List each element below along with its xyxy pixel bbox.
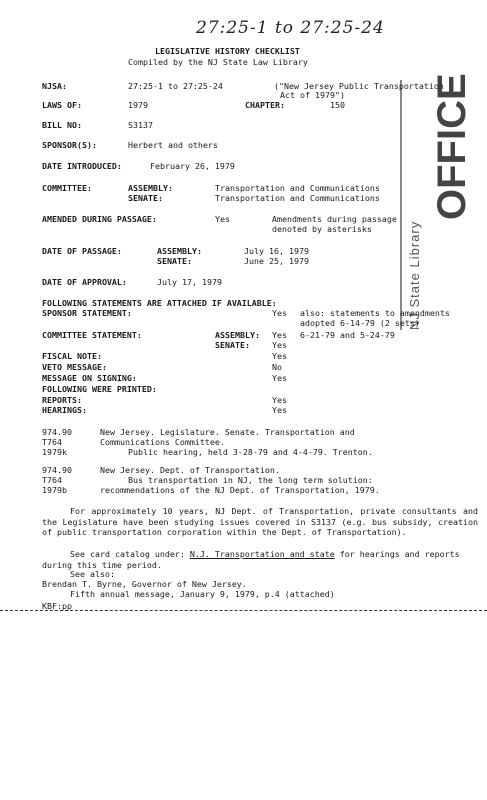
page-title: LEGISLATIVE HISTORY CHECKLIST — [155, 46, 300, 56]
page-subtitle: Compiled by the NJ State Law Library — [128, 57, 308, 67]
signing-message-value: Yes — [272, 373, 287, 383]
printed-heading: FOLLOWING WERE PRINTED: — [42, 384, 157, 394]
hearings-label: HEARINGS: — [42, 405, 87, 415]
amended-value: Yes — [215, 214, 230, 224]
committee-statement-senate-label: SENATE: — [215, 340, 250, 350]
committee-statement-label: COMMITTEE STATEMENT: — [42, 330, 142, 340]
citation-1-line-3: Public hearing, held 3-28-79 and 4-4-79. Trenton. — [128, 447, 373, 457]
initials: KBF:pp — [42, 601, 72, 611]
sponsor-statement-note-3: 6-21-79 and 5-24-79 — [300, 330, 395, 340]
citation-2-call-1: 974.90 — [42, 465, 72, 475]
act-name-line-2: Act of 1979") — [280, 90, 345, 100]
stamp-large-letters: OFFICE — [430, 73, 474, 220]
veto-message-value: No — [272, 362, 282, 372]
passage-label: DATE OF PASSAGE: — [42, 246, 122, 256]
sponsor-statement-note-2: adopted 6-14-79 (2 sets) — [300, 318, 420, 328]
bill-no-label: BILL NO: — [42, 120, 82, 130]
citation-1-line-2: Communications Committee. — [100, 437, 225, 447]
amended-label: AMENDED DURING PASSAGE: — [42, 214, 157, 224]
byrne-citation: Brendan T. Byrne, Governor of New Jersey. — [42, 579, 247, 589]
citation-2-line-3: recommendations of the NJ Dept. of Transportation, 1979. — [100, 485, 380, 495]
committee-statement-senate-value: Yes — [272, 340, 287, 350]
passage-assembly-label: ASSEMBLY: — [157, 246, 202, 256]
citation-1-line-1: New Jersey. Legislature. Senate. Transportation and — [100, 427, 355, 437]
see-catalog-prefix: See card catalog under: — [70, 549, 190, 559]
sponsor-statement-note-1: also: statements to amendments — [300, 308, 450, 318]
passage-senate-label: SENATE: — [157, 256, 192, 266]
fiscal-note-label: FISCAL NOTE: — [42, 351, 102, 361]
amended-note-1: Amendments during passage — [272, 214, 397, 224]
reports-value: Yes — [272, 395, 287, 405]
statements-heading: FOLLOWING STATEMENTS ARE ATTACHED IF AVAILABLE: — [42, 298, 277, 308]
act-name-line-1: ("New Jersey Public Transportation — [274, 81, 444, 91]
reports-label: REPORTS: — [42, 395, 82, 405]
citation-2-line-1: New Jersey. Dept. of Transportation. — [100, 465, 280, 475]
dashed-divider — [0, 610, 487, 611]
laws-label: LAWS OF: — [42, 100, 82, 110]
see-catalog-suffix: for hearings and reports during this time period. — [42, 549, 460, 570]
fiscal-note-value: Yes — [272, 351, 287, 361]
approval-value: July 17, 1979 — [157, 277, 222, 287]
passage-assembly-value: July 16, 1979 — [244, 246, 309, 256]
annual-message-citation: Fifth annual message, January 9, 1979, p.4 (attached) — [70, 589, 335, 599]
bill-no-value: S3137 — [128, 120, 153, 130]
citation-1-call-1: 974.90 — [42, 427, 72, 437]
sponsor-statement-label: SPONSOR STATEMENT: — [42, 308, 132, 318]
chapter-label: CHAPTER: — [245, 100, 285, 110]
laws-value: 1979 — [128, 100, 148, 110]
amended-note-2: denoted by asterisks — [272, 224, 372, 234]
see-also-label: See also: — [70, 569, 115, 579]
citation-1-call-3: 1979k — [42, 447, 67, 457]
committee-label: COMMITTEE: — [42, 183, 92, 193]
citation-2-call-3: 1979b — [42, 485, 67, 495]
committee-senate-value: Transportation and Communications — [215, 193, 380, 203]
approval-label: DATE OF APPROVAL: — [42, 277, 127, 287]
see-catalog-subject: N.J. Transportation and state — [189, 549, 335, 559]
committee-statement-assembly-label: ASSEMBLY: — [215, 330, 260, 340]
njsa-label: NJSA: — [42, 81, 67, 91]
hearings-value: Yes — [272, 405, 287, 415]
handwritten-annotation: 27:25-1 to 27:25-24 — [196, 18, 385, 38]
veto-message-label: VETO MESSAGE: — [42, 362, 107, 372]
notes-paragraph: For approximately 10 years, NJ Dept. of Transportation, private consultants and the Legislature have been studying issues covered in S3137 (e.g. bus subsidy, creation of public transportation corporation within the Dept. of Transportation). — [42, 506, 478, 537]
see-catalog-note — [42, 549, 478, 570]
citation-1-call-2: T764 — [42, 437, 62, 447]
sponsor-value: Herbert and others — [128, 140, 218, 150]
committee-assembly-label: ASSEMBLY: — [128, 183, 173, 193]
sponsor-label: SPONSOR(S): — [42, 140, 97, 150]
stamp-vertical-text: NJ State Library — [407, 220, 422, 330]
sponsor-statement-value: Yes — [272, 308, 287, 318]
introduced-label: DATE INTRODUCED: — [42, 161, 122, 171]
committee-senate-label: SENATE: — [128, 193, 163, 203]
signing-message-label: MESSAGE ON SIGNING: — [42, 373, 137, 383]
citation-2-call-2: T764 — [42, 475, 62, 485]
chapter-value: 150 — [330, 100, 345, 110]
njsa-value: 27:25-1 to 27:25-24 — [128, 81, 223, 91]
passage-senate-value: June 25, 1979 — [244, 256, 309, 266]
committee-statement-assembly-value: Yes — [272, 330, 287, 340]
citation-2-line-2: Bus transportation in NJ, the long term solution: — [128, 475, 373, 485]
introduced-value: February 26, 1979 — [150, 161, 235, 171]
committee-assembly-value: Transportation and Communications — [215, 183, 380, 193]
